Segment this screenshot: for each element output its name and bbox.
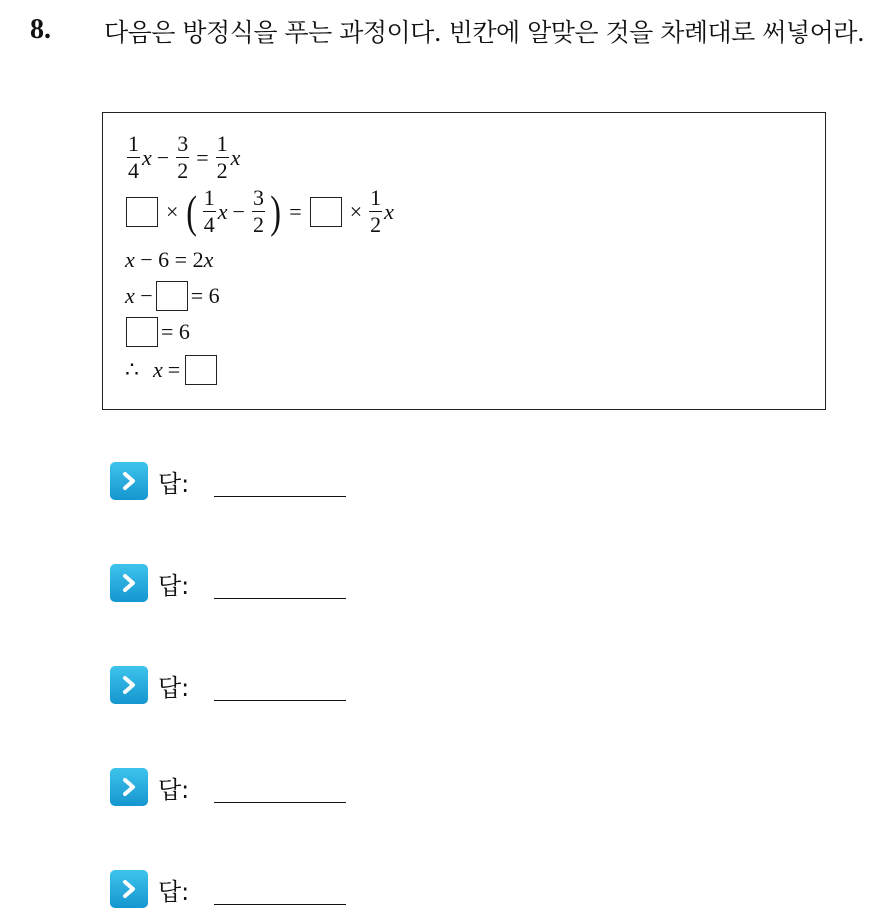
chevron-right-icon	[110, 870, 148, 908]
fraction: $\frac{1}{2}$	[370, 185, 382, 237]
question-text: 다음은 방정식을 푸는 과정이다. 빈칸에 알맞은 것을 차례대로 써넣어라.	[104, 18, 865, 47]
answer-blank-line[interactable]	[214, 700, 346, 701]
chevron-right-icon	[110, 768, 148, 806]
left-paren: (	[186, 185, 198, 237]
chevron-right-icon	[110, 564, 148, 602]
answer-label: 답:	[158, 571, 190, 600]
right-paren: )	[270, 185, 281, 237]
equation-line-6: ∴ x =	[125, 355, 220, 385]
equation-line-5: = 6	[123, 317, 190, 347]
answer-label: 답:	[158, 877, 190, 906]
answer-row-4	[110, 768, 189, 806]
answer-label: 답:	[158, 673, 190, 702]
solution-box	[102, 112, 826, 410]
equation-line-3: x − 6 = 2 x	[125, 247, 214, 272]
question-number: 8.	[30, 14, 51, 45]
fraction: $\frac{1}{4}$	[128, 131, 139, 183]
equation-line-4: x − = 6	[125, 281, 220, 311]
fraction: $\frac{3}{2}$	[177, 131, 189, 183]
blank-box-3	[156, 281, 188, 311]
chevron-right-icon	[110, 666, 148, 704]
blank-box-5	[185, 355, 217, 385]
answer-blank-line[interactable]	[214, 496, 346, 497]
answer-blank-line[interactable]	[214, 802, 346, 803]
answer-label: 답:	[158, 775, 190, 804]
answer-row-2	[110, 564, 189, 602]
answer-row-5	[110, 870, 189, 908]
equation-line-1: $\frac{1}{4}$ x − $\frac{3}{2}$ = $\frac{1}{2}$ x	[128, 131, 241, 183]
answer-label: 답:	[158, 469, 190, 498]
fraction: $\frac{3}{2}$	[252, 185, 264, 237]
fraction: $\frac{1}{2}$	[216, 131, 228, 183]
blank-box-4	[126, 317, 158, 347]
answer-row-3	[110, 666, 189, 704]
equation-line-2: × ( $\frac{1}{4}$ x − $\frac{3}{2}$ ) = × $\frac{1}{2}$ x	[123, 187, 394, 236]
blank-box-2	[310, 197, 342, 227]
answer-blank-line[interactable]	[214, 598, 346, 599]
answer-blank-line[interactable]	[214, 904, 346, 905]
chevron-right-icon	[110, 462, 148, 500]
answer-row-1	[110, 462, 189, 500]
blank-box-1	[126, 197, 158, 227]
fraction: $\frac{1}{4}$	[203, 185, 215, 237]
